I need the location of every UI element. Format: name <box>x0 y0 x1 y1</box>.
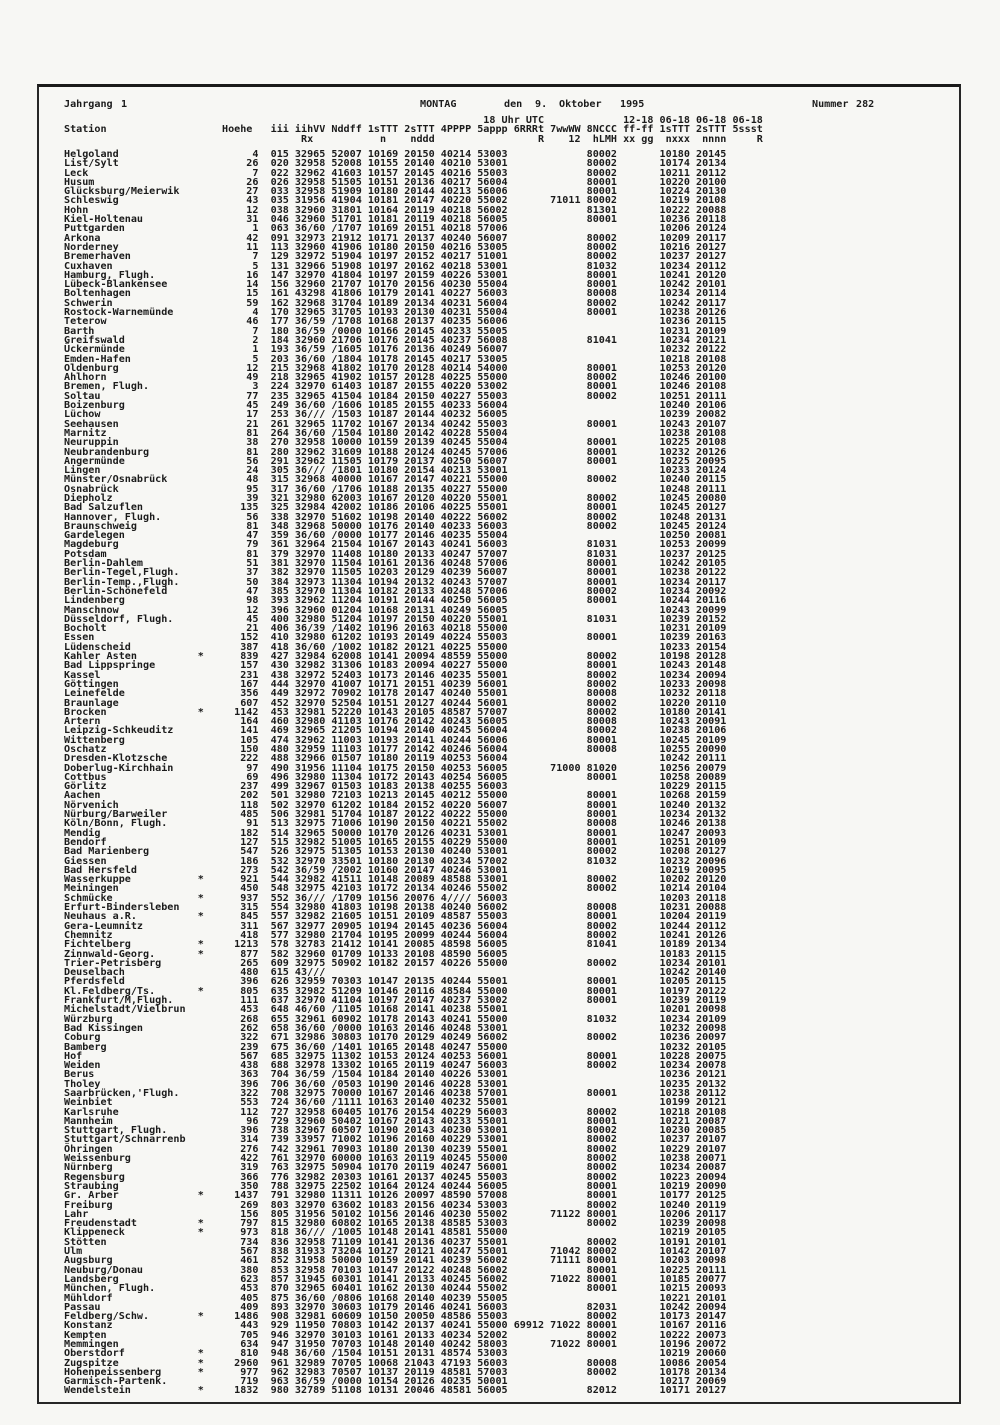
table-row: Erfurt-Bindersleben 315 554 32980 41803 10198 20138 40240 56002 80008 10231 20088 <box>64 902 824 914</box>
table-row: Neubrandenburg 81 280 32962 31609 10188 20124 40245 57006 80001 10232 20126 <box>64 446 824 458</box>
table-row: Oschatz 150 480 32959 11103 10177 20142 40246 56004 80008 10255 20090 <box>64 744 824 755</box>
table-row: Bocholt 21 406 36/39 /1402 10196 20163 40218 55000 10231 20109 <box>64 623 824 635</box>
table-row: Kassel 231 438 32972 52403 10173 20146 40235 55001 80002 10234 20094 <box>64 669 824 681</box>
table-row: Passau 409 893 32970 30603 10179 20146 40241 56003 82031 10242 20094 <box>64 1301 824 1313</box>
table-row: Soltau 77 235 32965 41504 10184 20150 40227 55003 80002 10251 20111 <box>64 390 824 402</box>
table-row: Lübeck-Blankensee 14 156 32960 21707 10170 20156 40230 55004 80001 10242 20101 <box>64 279 824 291</box>
table-row: Mannheim 96 729 32960 50402 10167 20143 40233 55001 80001 10221 20087 <box>64 1115 824 1127</box>
table-row: Kl.Feldberg/Ts. * 805 635 32982 51209 10146 20116 48584 55000 80001 10197 20122 <box>64 985 824 997</box>
weekday: MONTAG <box>420 99 457 110</box>
table-row: Wendelstein * 1832 980 32789 51108 10131 20046 48581 56005 82012 10171 20127 <box>64 1385 824 1397</box>
table-row: Tholey 396 706 36/60 /0503 10190 20146 40228 53001 10235 20132 <box>64 1078 824 1090</box>
table-row: Puttgarden 1 063 36/60 /1707 10169 20151 40218 57006 10206 20124 <box>64 223 824 235</box>
table-row: Coburg 322 671 32986 30803 10170 20129 40249 56002 80002 10236 20097 <box>64 1032 824 1044</box>
table-row: Gardelegen 47 359 36/60 /0000 10177 20146 40235 55004 10250 20081 <box>64 530 824 542</box>
table-row: Bamberg 239 675 36/60 /1401 10165 20148 40247 55000 10232 20105 <box>64 1041 824 1053</box>
table-row: Weissenburg 422 761 32970 60000 10163 20119 40245 55000 80002 10238 20071 <box>64 1153 824 1165</box>
table-row: Essen 152 410 32980 61202 10193 20149 40224 55003 80001 10239 20163 <box>64 632 824 644</box>
table-row: Stötten 734 836 32958 71109 10141 20136 40237 55001 80002 10191 20101 <box>64 1236 824 1248</box>
table-row: Nürburg/Barweiler 485 506 32981 51704 10187 20122 40222 55000 80001 10234 20132 <box>64 809 824 821</box>
table-row: Braunlage 607 452 32970 52504 10151 20127 40244 56001 80002 10220 20110 <box>64 697 824 709</box>
table-row: Köln/Bonn, Flugh. 91 513 32975 71006 10190 20150 40221 55002 80008 10246 20138 <box>64 818 824 830</box>
table-row: Wittenberg 105 474 32962 11003 10193 20141 40244 56006 80001 10245 20109 <box>64 734 824 746</box>
table-row: Görlitz 237 499 32967 01503 10183 20138 40255 56003 10229 20115 <box>64 781 824 793</box>
table-row: Ulm 567 838 31933 73204 10127 20121 40247 55001 71042 80002 10142 20107 <box>64 1246 824 1258</box>
table-row: Berlin-Temp.,Flugh. 50 384 32973 11304 10194 20132 40243 57007 80001 10234 20117 <box>64 576 824 588</box>
table-row: Hof 567 685 32975 11302 10153 20124 40253 56001 80001 10228 20075 <box>64 1050 824 1062</box>
table-row: Hamburg, Flugh. 16 147 32970 41804 10197 20159 40226 53001 80001 10241 20120 <box>64 269 824 281</box>
table-row: Neuhaus a.R. * 845 557 32982 21605 10151 20109 48587 55003 80001 10204 20119 <box>64 911 824 923</box>
table-row: Berlin-Dahlem 51 381 32970 11504 10161 20136 40248 57006 80001 10242 20105 <box>64 558 824 570</box>
table-row: Bendorf 127 515 32982 51005 10165 20155 40229 55000 80001 10251 20109 <box>64 836 824 848</box>
table-row: Husum 26 026 32958 51505 10151 20136 40217 56004 80001 10220 20100 <box>64 176 824 188</box>
table-row: Brocken * 1142 453 32981 52220 10143 20105 48587 57007 80002 10180 20141 <box>64 706 824 718</box>
table-row: Boizenburg 45 249 36/60 /1606 10185 20155 40233 56004 10240 20106 <box>64 400 824 412</box>
table-row: List/Sylt 26 020 32958 52008 10155 20140 40210 53001 80002 10174 20134 <box>64 158 824 170</box>
table-row: Kahler Asten * 839 427 32984 62008 10141 20094 48559 55000 80002 10198 20128 <box>64 651 824 663</box>
table-row: Lindenberg 98 393 32962 11204 10191 20144 40250 56005 80001 10244 20116 <box>64 595 824 607</box>
table-header-line: 18 Uhr UTC 12-18 06-18 06-18 06-18 <box>64 115 824 126</box>
table-row: Mendig 182 514 32965 50000 10170 20126 40231 53001 80001 10247 20093 <box>64 827 824 839</box>
table-row: Gera-Leumnitz 311 567 32977 20905 10194 20145 40236 56004 80002 10244 20112 <box>64 920 824 932</box>
table-row: Mühldorf 405 875 36/60 /0806 10168 20140 40239 55005 10221 20101 <box>64 1292 824 1304</box>
table-row: Schmücke * 937 552 36/// /1709 10156 20076 4//// 56003 10203 20118 <box>64 892 824 904</box>
table-row: Berlin-Tegel,Flugh. 37 382 32970 11505 10203 20129 40239 56007 80001 10238 20122 <box>64 567 824 579</box>
table-row: Zinnwald-Georg. * 877 582 32960 01709 10133 20108 48590 56005 10183 20115 <box>64 948 824 960</box>
table-row: Freudenstadt * 797 815 32980 60802 10165 20138 48585 53003 80002 10239 20098 <box>64 1218 824 1230</box>
table-row: Kiel-Holtenau 31 046 32960 51701 10181 20119 40218 56005 80001 10236 20118 <box>64 214 824 226</box>
table-row: Dresden-Klotzsche 222 488 32966 01507 10180 20119 40253 56004 10242 20111 <box>64 753 824 765</box>
table-row: Gr. Arber * 1437 791 32980 11311 10126 20097 48590 57008 80001 10177 20125 <box>64 1190 824 1202</box>
table-row: Deuselbach 480 615 43/// 10242 20140 <box>64 967 824 979</box>
table-row: Konstanz 443 929 11950 70803 10142 20137 40241 55000 69912 71022 80001 10167 20116 <box>64 1320 824 1332</box>
journal-label: Jahrgang <box>64 99 113 110</box>
table-row: Braunschweig 81 348 32968 50000 10176 20140 40233 56003 80002 10245 20124 <box>64 520 824 532</box>
table-row: Emden-Hafen 5 203 36/60 /1804 10178 20145 40217 53005 10218 20108 <box>64 353 824 365</box>
table-row: Lüdenscheid 387 418 36/60 /1002 10182 20121 40225 55000 10233 20154 <box>64 641 824 653</box>
table-row: Öhringen 276 742 32961 70903 10180 20130 40239 55001 80002 10229 20107 <box>64 1143 824 1155</box>
table-header-line: Station Hoehe iii iihVV Nddff 1sTTT 2sTTT 4PPPP 5appp 6RRRt 7wwWW 8NCCC ff-ff 1sTTT 2sTTT 5ssst <box>64 124 824 136</box>
table-row: Barth 7 180 36/59 /0000 10166 20145 40233 55005 10231 20109 <box>64 325 824 337</box>
table-row: Artern 164 460 32980 41103 10176 20142 40243 56005 80008 10243 20091 <box>64 716 824 728</box>
table-row: Osnabrück 95 317 36/60 /1706 10188 20135 40227 55000 10248 20111 <box>64 483 824 495</box>
table-row: Cuxhaven 5 131 32966 51908 10197 20162 40218 53001 81032 10234 20112 <box>64 260 824 272</box>
table-row: Lahr 156 805 31956 50102 10156 20146 40230 55002 71122 80001 10206 20117 <box>64 1208 824 1220</box>
table-row: Bad Salzuflen 135 325 32984 42002 10186 20106 40225 55001 80001 10245 20127 <box>64 502 824 514</box>
issue-number: 282 <box>856 99 875 110</box>
table-row: Bremen, Flugh. 3 224 32970 61403 10187 20155 40220 53002 80001 10246 20108 <box>64 381 824 393</box>
date-day: 9. <box>535 99 548 110</box>
table-row: Aachen 202 501 32980 72103 10213 20145 40212 55000 80001 10268 20159 <box>64 790 824 802</box>
table-row: Zugspitze * 2960 961 32989 70705 10068 21043 47193 56003 80008 10086 20054 <box>64 1357 824 1369</box>
table-row: Memmingen 634 947 31950 70703 10148 20140 40242 58003 71022 80001 10196 20072 <box>64 1339 824 1350</box>
table-row: Weiden 438 688 32978 13302 10165 20119 40247 56003 80002 10234 20078 <box>64 1060 824 1072</box>
table-header <box>64 116 824 144</box>
journal-number: 1 <box>121 99 128 110</box>
table-row: Münster/Osnabrück 48 315 32968 40000 10167 20147 40221 55000 80002 10240 20115 <box>64 474 824 486</box>
table-row: Giessen 186 532 32970 33501 10180 20130 40234 57002 81032 10232 20096 <box>64 855 824 867</box>
table-row: Kempten 705 946 32970 30103 10161 20133 40234 52002 80002 10222 20073 <box>64 1329 824 1341</box>
table-row: Marnitz 81 264 36/60 /1504 10180 20142 40228 55004 10238 20108 <box>64 427 824 439</box>
table-row: Leinefelde 356 449 32972 70902 10178 20147 40240 55001 80008 10232 20118 <box>64 688 824 700</box>
table-row: Weinbiet 553 724 36/60 /1111 10163 20140 40232 55001 10199 20121 <box>64 1097 824 1109</box>
table-row: Düsseldorf, Flugh. 45 400 32980 51204 10197 20150 40220 55001 81031 10239 20152 <box>64 613 824 625</box>
table-row: Angermünde 56 291 32962 11505 10179 20137 40250 56007 80001 10225 20095 <box>64 455 824 467</box>
table-row: Greifswald 2 184 32960 21706 10176 20145 40237 56008 81041 10234 20121 <box>64 334 824 346</box>
table-row: Lüchow 17 253 36/// /1503 10187 20144 40232 56005 10239 20082 <box>64 409 824 421</box>
table-row: Straubing 350 788 32975 22502 10164 20124 40244 56005 80001 10219 20090 <box>64 1180 824 1192</box>
table-row: Frankfurt/M,Flugh. 111 637 32970 41104 10197 20147 40237 53002 80001 10239 20119 <box>64 995 824 1007</box>
table-row: Manschnow 12 396 32960 01204 10168 20131 40249 56005 10243 20099 <box>64 604 824 616</box>
table-row: Helgoland 4 015 32965 52007 10169 20150 40214 53003 80002 10180 20145 <box>64 149 824 160</box>
station-table <box>64 150 824 1396</box>
table-row: Freiburg 269 803 32970 63602 10183 20156 40234 53003 80002 10240 20119 <box>64 1199 824 1211</box>
table-row: Doberlug-Kirchhain 97 490 31956 11104 10175 20150 40253 56005 71000 81020 10256 20079 <box>64 762 824 774</box>
table-row: Würzburg 268 655 32961 60902 10178 20143 40241 55000 81032 10234 20109 <box>64 1013 824 1025</box>
table-row: Magdeburg 79 361 32964 21504 10167 20143 40241 56003 81031 10253 20099 <box>64 539 824 551</box>
table-row: Schwerin 59 162 32968 31704 10189 20134 40231 56004 80002 10242 20117 <box>64 297 824 309</box>
table-row: Stuttgart, Flugh. 396 738 32967 60507 10190 20143 40230 53001 80002 10230 20085 <box>64 1125 824 1137</box>
table-row: Leck 7 022 32962 41603 10157 20145 40216 55003 80002 10211 20112 <box>64 167 824 179</box>
table-row: Neuruppin 38 270 32958 10000 10159 20139 40245 55004 80001 10225 20108 <box>64 437 824 449</box>
table-row: Karlsruhe 112 727 32958 60405 10176 20154 40229 56003 80002 10218 20108 <box>64 1106 824 1118</box>
table-row: Glücksburg/Meierwik 27 033 32958 51909 10180 20144 40213 56006 80001 10224 20130 <box>64 186 824 198</box>
table-row: Norderney 11 113 32960 41906 10180 20150 40216 53005 80002 10216 20127 <box>64 241 824 253</box>
table-row: Michelstadt/Vielbrun 453 648 46/60 /1105 10168 20141 40238 55001 10201 20098 <box>64 1004 824 1016</box>
table-row: Augsburg 461 852 31958 50000 10159 20141 40239 56002 71111 80001 10203 20098 <box>64 1255 824 1267</box>
table-row: Trier-Petrisberg 265 609 32975 50902 10182 20157 40226 55000 80002 10234 20101 <box>64 957 824 969</box>
table-row: Chemnitz 418 577 32980 21704 10195 20099 40244 56004 80002 10241 20126 <box>64 929 824 941</box>
table-row: Berus 363 704 36/59 /1504 10184 20140 40226 53001 10236 20121 <box>64 1069 824 1081</box>
date-month: Oktober <box>559 99 602 110</box>
table-row: Berlin-Schönefeld 47 385 32970 11304 10182 20133 40248 57006 80002 10234 20092 <box>64 585 824 597</box>
table-row: Hannover, Flugh. 56 338 32970 51602 10198 20140 40222 56002 80002 10248 20131 <box>64 511 824 523</box>
table-row: Klippeneck * 973 818 36/// /1005 10148 20141 48581 55000 10219 20105 <box>64 1227 824 1239</box>
table-row: Landsberg 623 857 31945 60301 10141 20133 40245 56002 71022 80001 10185 20077 <box>64 1273 824 1285</box>
table-row: Neuburg/Donau 380 853 32958 70103 10147 20122 40248 56002 80001 10225 20111 <box>64 1264 824 1276</box>
table-row: Garmisch-Partenk. 719 963 36/59 /0000 10154 20126 40235 50001 10217 20069 <box>64 1376 824 1388</box>
table-row: Potsdam 81 379 32970 11408 10180 20133 40247 57007 81031 10237 20125 <box>64 548 824 560</box>
table-row: Stuttgart/Schnarrenb 314 739 33957 71002 10196 20160 40229 53001 80002 10237 20107 <box>64 1134 824 1146</box>
table-row: Wasserkuppe * 921 544 32982 41511 10148 20089 48588 53001 80002 10202 20120 <box>64 874 824 886</box>
table-row: Schleswig 43 035 31956 41904 10181 20147 40220 55002 71011 80002 10219 20108 <box>64 195 824 207</box>
table-row: Regensburg 366 776 32982 20303 10161 20137 40245 55003 80002 10223 20094 <box>64 1171 824 1183</box>
table-row: Lingen 24 305 36/// /1801 10180 20154 40213 53001 10233 20124 <box>64 465 824 477</box>
table-row: Pferdsfeld 396 626 32959 70303 10147 20135 40244 55001 80001 10205 20115 <box>64 976 824 988</box>
table-row: Bad Kissingen 262 658 36/60 /0000 10163 20146 40248 53001 10232 20098 <box>64 1022 824 1034</box>
table-row: Teterow 46 177 36/59 /1708 10168 20137 40235 56006 10236 20115 <box>64 316 824 328</box>
table-row: Seehausen 21 261 32965 11702 10167 20134 40242 55003 80001 10243 20107 <box>64 418 824 430</box>
date-year: 1995 <box>620 99 645 110</box>
table-row: Ahlhorn 49 218 32965 41902 10157 20128 40225 55000 80002 10246 20100 <box>64 372 824 384</box>
table-row: Oberstdorf * 810 948 36/60 /1504 10151 20131 48574 53003 10219 20060 <box>64 1348 824 1360</box>
issue-label: Nummer <box>812 99 849 110</box>
table-row: Hohn 12 038 32960 31801 10164 20119 40218 56002 81301 10222 20088 <box>64 204 824 216</box>
table-row: Nürnberg 319 763 32975 50904 10170 20119 40247 56001 80002 10234 20087 <box>64 1162 824 1174</box>
table-row: Ückermünde 1 193 36/59 /1605 10176 20136 40249 56007 10232 20122 <box>64 344 824 356</box>
table-row: Fichtelberg * 1213 578 32783 21412 10141 20085 48598 56005 81041 10189 20134 <box>64 939 824 951</box>
table-row: Feldberg/Schw. * 1486 908 32981 60609 10150 20050 48586 55003 80002 10173 20147 <box>64 1311 824 1323</box>
table-row: Nörvenich 118 502 32970 61202 10184 20152 40220 56007 80001 10240 20132 <box>64 799 824 811</box>
table-row: Bad Lippspringe 157 430 32982 31306 10183 20094 40227 55000 80001 10243 20148 <box>64 660 824 672</box>
table-row: Meiningen 450 548 32975 42103 10172 20134 40246 55002 80002 10214 20104 <box>64 883 824 895</box>
table-row: Oldenburg 12 215 32968 41802 10170 20128 40214 54000 80001 10253 20120 <box>64 362 824 374</box>
table-row: Bremerhaven 7 129 32972 51904 10197 20152 40217 51001 80002 10237 20127 <box>64 251 824 263</box>
table-row: Rostock-Warnemünde 4 170 32965 31705 10193 20130 40231 55004 80001 10238 20126 <box>64 307 824 319</box>
table-row: München, Flugh. 453 870 32965 60401 10162 20130 40244 55002 80001 10215 20093 <box>64 1283 824 1295</box>
table-row: Diepholz 39 321 32980 62003 10167 20120 40220 55001 80002 10245 20080 <box>64 492 824 504</box>
table-header-line: Rx n nddd R 12 hLMH xx gg nxxx nnnn R <box>64 133 824 145</box>
date-prefix: den <box>504 99 523 110</box>
table-row: Bad Marienberg 547 526 32975 51305 10153 20130 40240 53001 80002 10208 20127 <box>64 846 824 858</box>
table-row: Saarbrücken,'Flugh. 322 708 32975 70000 10167 20146 40238 57001 80001 10238 20112 <box>64 1087 824 1099</box>
table-row: Bad Hersfeld 273 542 36/59 /2002 10160 20147 40246 53001 10219 20095 <box>64 864 824 876</box>
table-row: Leipzig-Schkeuditz 141 469 32965 21205 10194 20140 40245 56004 80002 10238 20106 <box>64 725 824 737</box>
table-row: Boltenhagen 15 161 43298 41806 10179 20141 40227 56003 80008 10234 20114 <box>64 288 824 300</box>
table-row: Cottbus 69 496 32980 11304 10172 20143 40254 56005 80001 10258 20089 <box>64 771 824 783</box>
table-row: Göttingen 167 444 32970 41007 10171 20151 40239 56001 80002 10233 20098 <box>64 678 824 690</box>
table-row: Hohenpeissenberg * 977 962 32983 70507 10137 20119 48581 57003 80002 10178 20134 <box>64 1366 824 1378</box>
table-row: Arkona 42 091 32973 21912 10171 20137 40240 56007 80002 10209 20117 <box>64 232 824 244</box>
